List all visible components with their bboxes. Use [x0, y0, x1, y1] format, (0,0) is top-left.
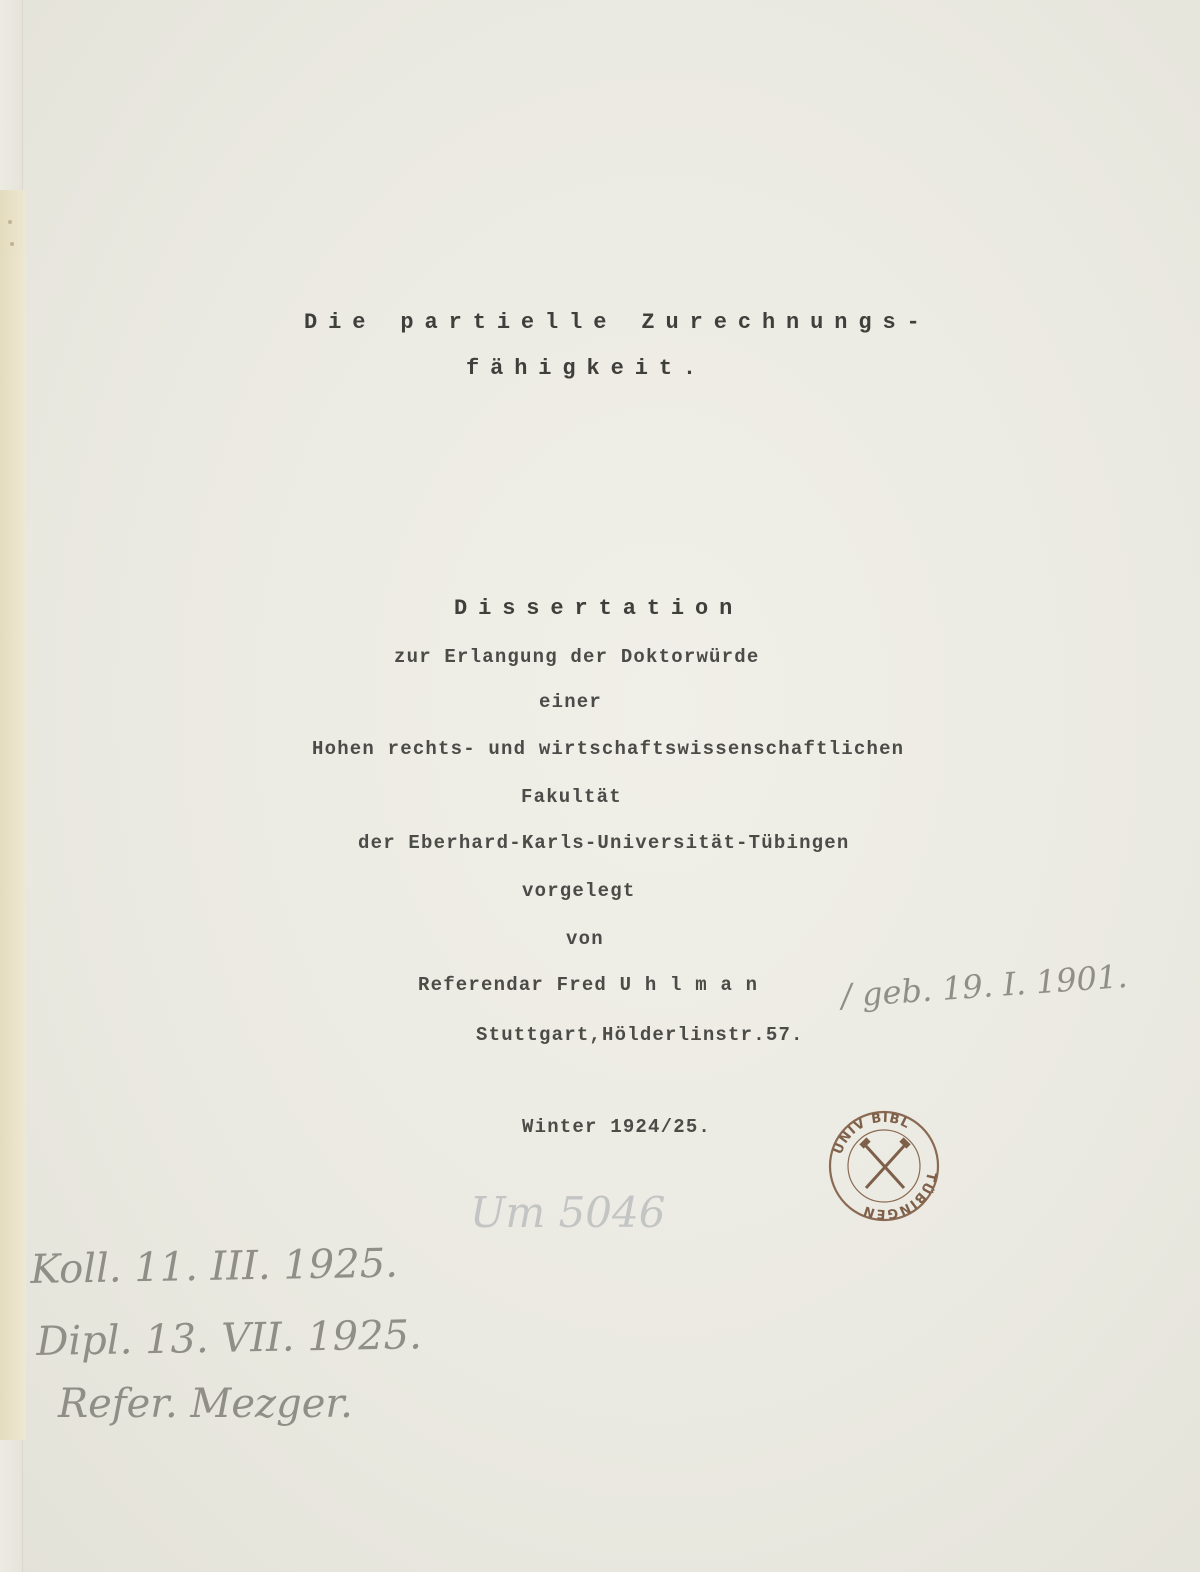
body-line-6: vorgelegt: [522, 880, 636, 902]
svg-text:UNIV BIBL: UNIV BIBL: [830, 1110, 913, 1157]
dissertation-heading: Dissertation: [454, 596, 744, 621]
address-line: Stuttgart,Hölderlinstr.57.: [476, 1024, 804, 1046]
title-line-1: Die partielle Zurechnungs-: [304, 310, 931, 335]
handwritten-note-1: Koll. 11. III. 1925.: [29, 1240, 399, 1293]
tape-strip: [0, 190, 26, 1440]
handwritten-birth-date: / geb. 19. I. 1901.: [839, 956, 1129, 1015]
library-stamp: [826, 1108, 942, 1224]
handwritten-note-2: Dipl. 13. VII. 1925.: [35, 1312, 423, 1365]
body-line-3: Hohen rechts- und wirtschaftswissenschaftlichen: [312, 738, 905, 760]
body-line-2: einer: [539, 691, 603, 713]
body-line-4: Fakultät: [521, 786, 622, 808]
title-line-2: fähigkeit.: [466, 356, 708, 381]
svg-text:TÜBINGEN: TÜBINGEN: [861, 1170, 939, 1222]
term-line: Winter 1924/25.: [522, 1116, 712, 1138]
shelfmark-faint: Um 5046: [470, 1188, 666, 1237]
author-line: Referendar Fred U h l m a n: [418, 974, 759, 996]
handwritten-note-3: Refer. Mezger.: [58, 1381, 353, 1427]
body-line-5: der Eberhard-Karls-Universität-Tübingen: [358, 832, 850, 854]
body-line-7: von: [566, 928, 604, 950]
body-line-1: zur Erlangung der Doktorwürde: [394, 646, 760, 668]
